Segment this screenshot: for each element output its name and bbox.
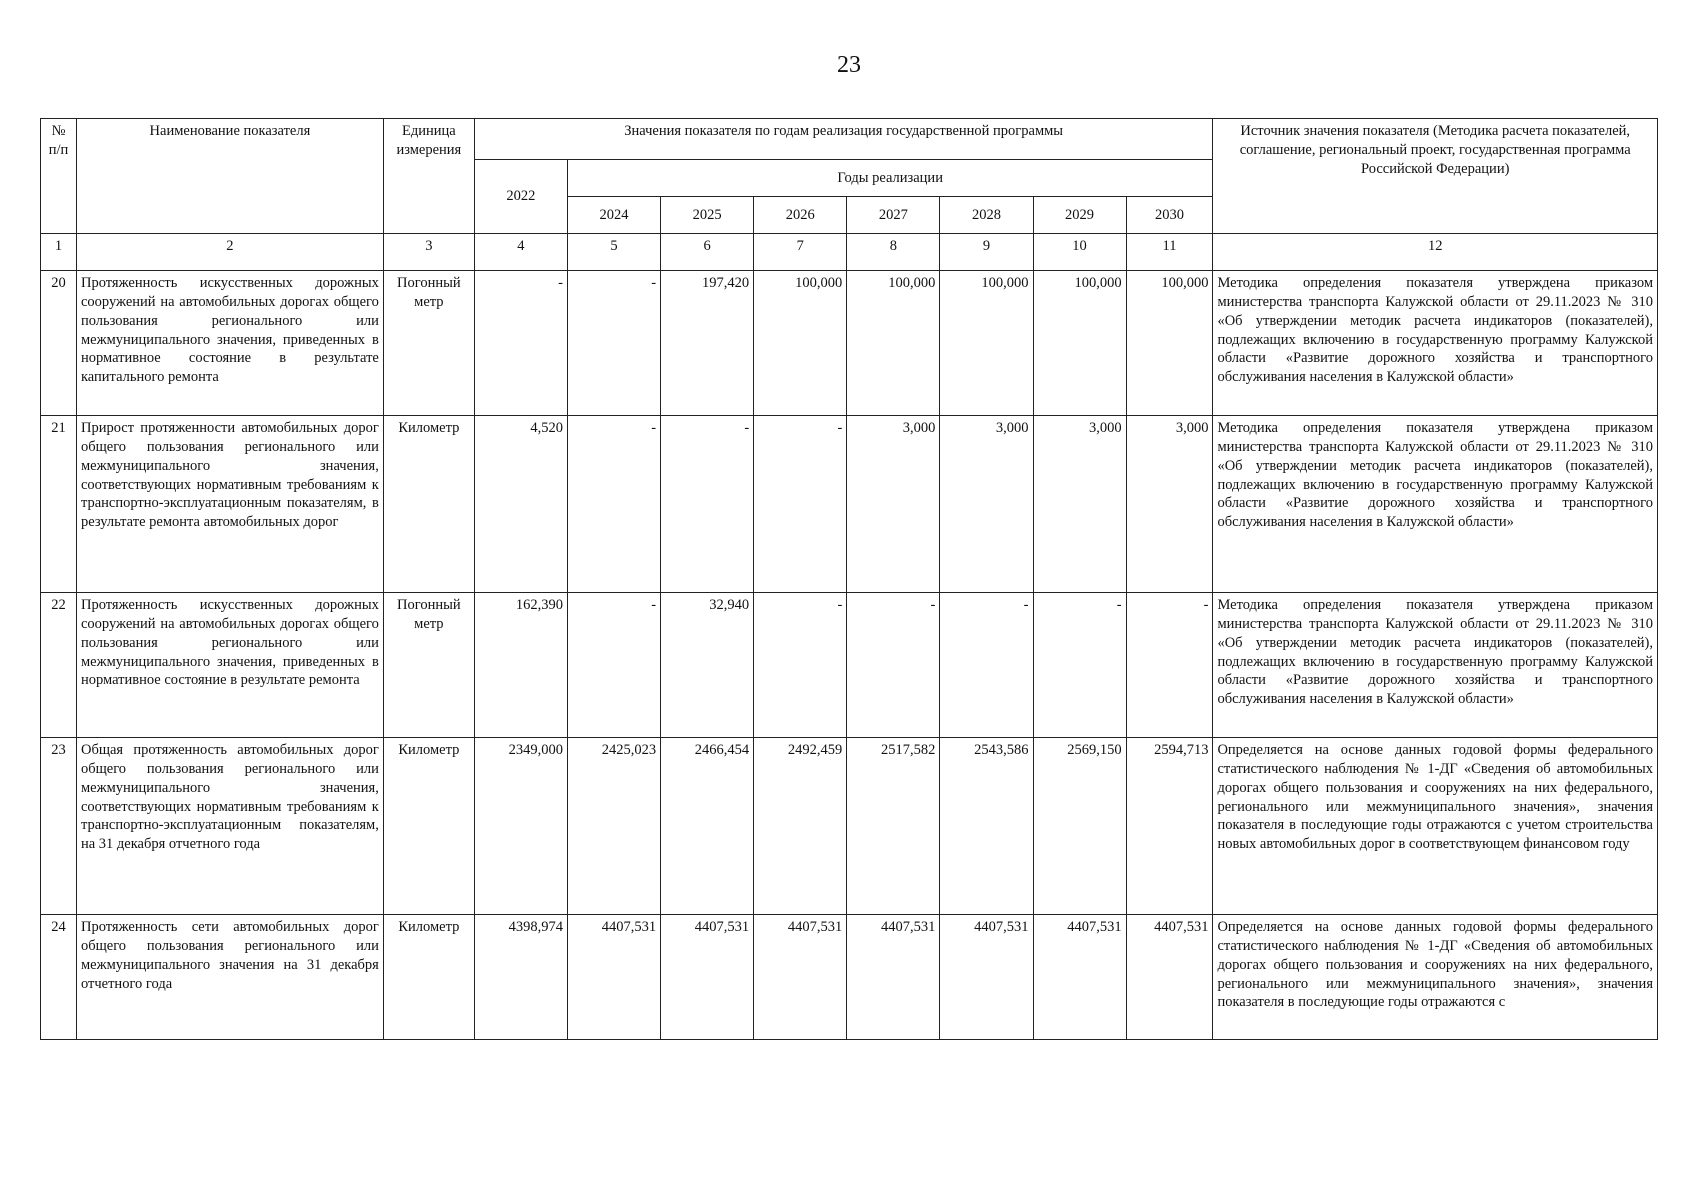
value-cell: - (567, 271, 660, 416)
column-number: 3 (383, 234, 474, 271)
value-cell: 2349,000 (474, 738, 567, 915)
unit: Погонный метр (383, 593, 474, 738)
header-year-2022: 2022 (474, 160, 567, 234)
header-year: 2029 (1033, 197, 1126, 234)
source-text: Методика определения показателя утверждена приказом министерства транспорта Калужской области от 29.11.2023 № 310 «Об утверждении методик расчета индикаторов (показателей), подлежащих включению в государственную программу Калужской области «Развитие дорожного хозяйства и транспортного обслуживания населения в Калужской области» (1213, 416, 1658, 593)
column-number: 8 (847, 234, 940, 271)
column-numbers-row (41, 234, 1658, 271)
unit: Километр (383, 915, 474, 1040)
value-cell: 3,000 (847, 416, 940, 593)
indicator-name: Протяженность искусственных дорожных сооружений на автомобильных дорогах общего пользования регионального или межмуниципального значения, приведенных в нормативное состояние в результате капитального ремонта (76, 271, 383, 416)
value-cell: 2594,713 (1126, 738, 1213, 915)
value-cell: 2569,150 (1033, 738, 1126, 915)
value-cell: - (567, 593, 660, 738)
column-number: 7 (754, 234, 847, 271)
value-cell: 4407,531 (1033, 915, 1126, 1040)
column-number: 2 (76, 234, 383, 271)
table-row (41, 915, 1658, 1040)
value-cell: 100,000 (847, 271, 940, 416)
value-cell: 32,940 (661, 593, 754, 738)
indicator-name: Протяженность искусственных дорожных сооружений на автомобильных дорогах общего пользования регионального или межмуниципального значения, приведенных в нормативное состояние в результате ремонта (76, 593, 383, 738)
column-number: 5 (567, 234, 660, 271)
page-number: 23 (837, 52, 861, 78)
header-year: 2027 (847, 197, 940, 234)
indicator-name: Протяженность сети автомобильных дорог общего пользования регионального или межмуниципального значения на 31 декабря отчетного года (76, 915, 383, 1040)
value-cell: 3,000 (1033, 416, 1126, 593)
value-cell: - (567, 416, 660, 593)
table-row (41, 416, 1658, 593)
unit: Километр (383, 738, 474, 915)
table-row (41, 271, 1658, 416)
value-cell: 3,000 (940, 416, 1033, 593)
column-number: 6 (661, 234, 754, 271)
value-cell: 197,420 (661, 271, 754, 416)
column-number: 1 (41, 234, 77, 271)
value-cell: 4407,531 (940, 915, 1033, 1040)
value-cell: 2543,586 (940, 738, 1033, 915)
column-number: 12 (1213, 234, 1658, 271)
value-cell: 4407,531 (661, 915, 754, 1040)
value-cell: 4407,531 (847, 915, 940, 1040)
header-year: 2024 (567, 197, 660, 234)
table-row (41, 738, 1658, 915)
row-number: 22 (41, 593, 77, 738)
indicator-name: Прирост протяженности автомобильных дорог общего пользования регионального или межмуниципального значения, соответствующих нормативным требованиям к транспортно-эксплуатационным показателям, в результате ремонта автомобильных дорог (76, 416, 383, 593)
value-cell: 100,000 (940, 271, 1033, 416)
value-cell: 2517,582 (847, 738, 940, 915)
value-cell: 100,000 (1126, 271, 1213, 416)
header-year: 2025 (661, 197, 754, 234)
table-header (41, 119, 1658, 271)
row-number: 24 (41, 915, 77, 1040)
unit: Километр (383, 416, 474, 593)
indicator-name: Общая протяженность автомобильных дорог общего пользования регионального или межмуниципального значения, соответствующих нормативным требованиям к транспортно-эксплуатационным показателям, на 31 декабря отчетного года (76, 738, 383, 915)
source-text: Определяется на основе данных годовой формы федерального статистического наблюдения № 1-ДГ «Сведения об автомобильных дорогах общего пользования и сооружениях на них федерального, регионального или межмуниципального значения», значения показателя в последующие годы отражаются с учетом строительства новых автомобильных дорог в соответствующем финансовом году (1213, 738, 1658, 915)
value-cell: - (847, 593, 940, 738)
value-cell: - (661, 416, 754, 593)
value-cell: 162,390 (474, 593, 567, 738)
value-cell: 4,520 (474, 416, 567, 593)
column-number: 9 (940, 234, 1033, 271)
indicators-table (40, 118, 1658, 1040)
value-cell: 3,000 (1126, 416, 1213, 593)
value-cell: 4407,531 (1126, 915, 1213, 1040)
header-source: Источник значения показателя (Методика расчета показателей, соглашение, региональный проект, государственная программа Российской Федерации) (1213, 119, 1658, 234)
header-year: 2026 (754, 197, 847, 234)
value-cell: 2425,023 (567, 738, 660, 915)
row-number: 21 (41, 416, 77, 593)
header-unit: Единица измерения (383, 119, 474, 234)
source-text: Определяется на основе данных годовой формы федерального статистического наблюдения № 1-ДГ «Сведения об автомобильных дорогах общего пользования и сооружениях на них федерального, регионального или межмуниципального значения», значения показателя в последующие годы отражаются с (1213, 915, 1658, 1040)
value-cell: - (940, 593, 1033, 738)
value-cell: - (754, 416, 847, 593)
value-cell: - (1033, 593, 1126, 738)
row-number: 20 (41, 271, 77, 416)
column-number: 11 (1126, 234, 1213, 271)
value-cell: 4407,531 (754, 915, 847, 1040)
unit: Погонный метр (383, 271, 474, 416)
header-values-by-year: Значения показателя по годам реализация государственной программы (474, 119, 1213, 160)
column-number: 4 (474, 234, 567, 271)
value-cell: 100,000 (754, 271, 847, 416)
value-cell: 2466,454 (661, 738, 754, 915)
header-year: 2028 (940, 197, 1033, 234)
table-body (41, 271, 1658, 1040)
value-cell: - (474, 271, 567, 416)
value-cell: 4407,531 (567, 915, 660, 1040)
table-row (41, 593, 1658, 738)
header-years-realization: Годы реализации (567, 160, 1212, 197)
source-text: Методика определения показателя утверждена приказом министерства транспорта Калужской области от 29.11.2023 № 310 «Об утверждении методик расчета индикаторов (показателей), подлежащих включению в государственную программу Калужской области «Развитие дорожного хозяйства и транспортного обслуживания населения в Калужской области» (1213, 271, 1658, 416)
value-cell: 100,000 (1033, 271, 1126, 416)
row-number: 23 (41, 738, 77, 915)
value-cell: - (1126, 593, 1213, 738)
header-year: 2030 (1126, 197, 1213, 234)
value-cell: 2492,459 (754, 738, 847, 915)
value-cell: 4398,974 (474, 915, 567, 1040)
source-text: Методика определения показателя утверждена приказом министерства транспорта Калужской области от 29.11.2023 № 310 «Об утверждении методик расчета индикаторов (показателей), подлежащих включению в государственную программу Калужской области «Развитие дорожного хозяйства и транспортного обслуживания населения в Калужской области» (1213, 593, 1658, 738)
column-number: 10 (1033, 234, 1126, 271)
value-cell: - (754, 593, 847, 738)
header-indicator-name: Наименование показателя (76, 119, 383, 234)
header-number: № п/п (41, 119, 77, 234)
